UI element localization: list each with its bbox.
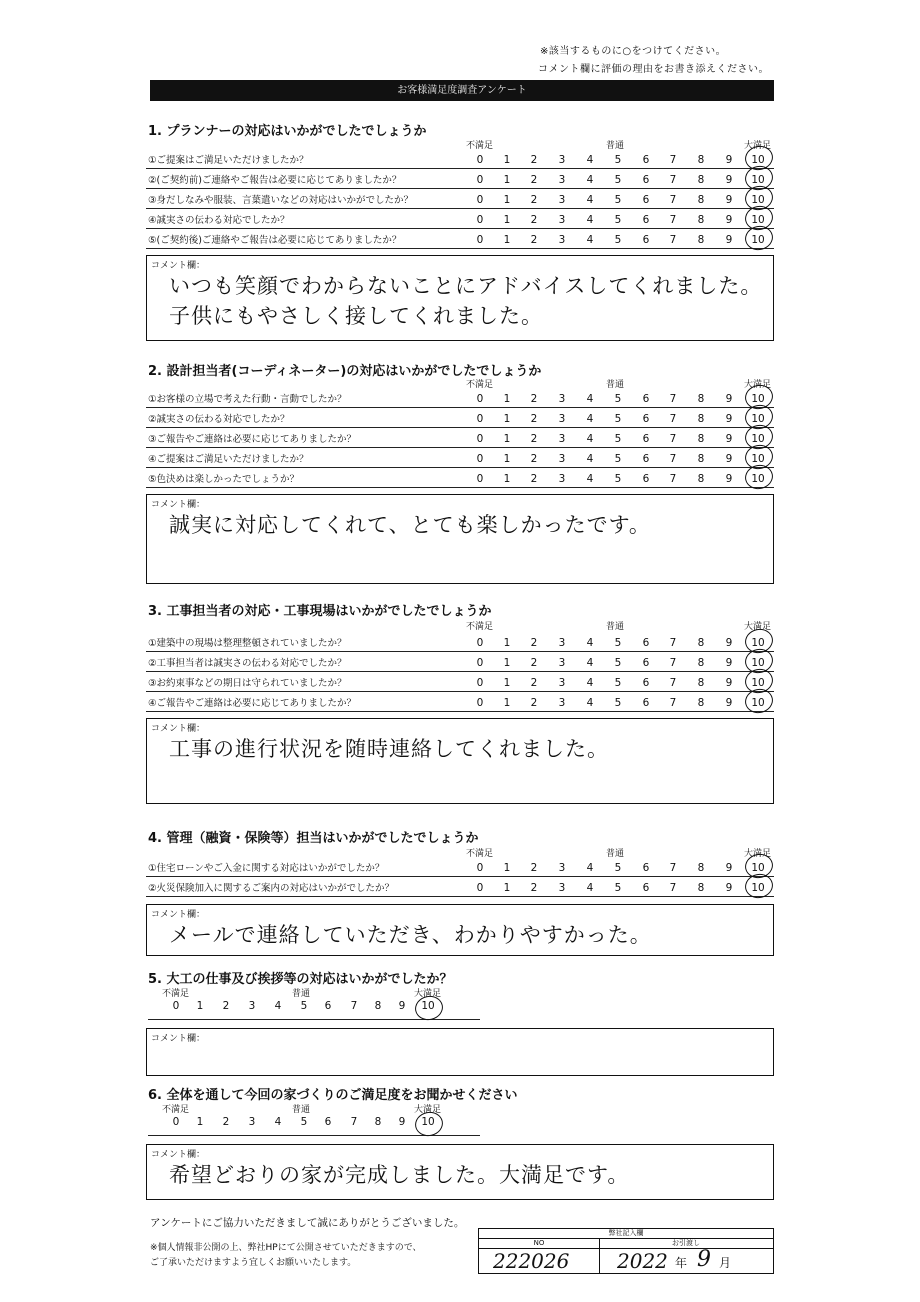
handwritten-comment: いつも笑顔でわからないことにアドバイスしてくれました。 [169, 274, 763, 298]
rating-option[interactable]: 7 [669, 413, 677, 425]
rating-option[interactable]: 7 [669, 882, 677, 894]
rating-option[interactable]: 8 [374, 1000, 382, 1012]
comment-label: コメント欄： [151, 1150, 206, 1160]
rating-option[interactable]: 6 [642, 657, 650, 669]
rating-option[interactable]: 8 [697, 882, 705, 894]
question-row [146, 429, 774, 448]
section-title: 3. 工事担当者の対応・工事現場はいかがでしたでしょうか [148, 604, 492, 619]
rating-option[interactable]: 4 [586, 657, 594, 669]
rating-option[interactable]: 7 [669, 214, 677, 226]
rating-option[interactable]: 3 [558, 677, 566, 689]
rating-option[interactable]: 7 [669, 154, 677, 166]
rating-option[interactable]: 8 [697, 154, 705, 166]
rating-option[interactable]: 0 [172, 1116, 180, 1128]
rating-option[interactable]: 7 [669, 194, 677, 206]
comment-box[interactable] [146, 494, 774, 584]
rating-option[interactable]: 10 [751, 393, 765, 405]
rating-option[interactable]: 9 [725, 234, 733, 246]
rating-option[interactable]: 1 [503, 882, 511, 894]
rating-option[interactable]: 9 [725, 473, 733, 485]
rating-option[interactable]: 4 [586, 214, 594, 226]
rating-option[interactable]: 6 [642, 154, 650, 166]
rating-option[interactable]: 8 [697, 433, 705, 445]
rating-option[interactable]: 10 [751, 637, 765, 649]
rating-option[interactable]: 1 [503, 174, 511, 186]
rating-option[interactable]: 9 [725, 214, 733, 226]
question-row [146, 653, 774, 672]
question-text: ②(ご契約前)ご連絡やご報告は必要に応じてありましたか？ [148, 175, 402, 186]
year-char: 年 [675, 1256, 688, 1270]
question-text: ②誠実さの伝わる対応でしたか？ [148, 414, 290, 425]
question-text: ②工事担当者は誠実さの伝わる対応でしたか？ [148, 658, 347, 669]
question-row [146, 190, 774, 209]
rating-option[interactable]: 2 [530, 657, 538, 669]
rating-option[interactable]: 7 [350, 1116, 358, 1128]
rating-option[interactable]: 9 [725, 862, 733, 874]
rating-option[interactable]: 4 [586, 677, 594, 689]
scale-mid-label: 普通 [606, 380, 625, 390]
rating-option[interactable]: 3 [558, 174, 566, 186]
rating-option[interactable]: 3 [558, 657, 566, 669]
rating-option[interactable]: 3 [558, 433, 566, 445]
rating-option[interactable]: 3 [248, 1000, 256, 1012]
rating-option[interactable]: 10 [751, 473, 765, 485]
scale-low-label: 不満足 [466, 141, 494, 151]
rating-option[interactable]: 1 [503, 473, 511, 485]
rating-option[interactable]: 8 [374, 1116, 382, 1128]
rating-option[interactable]: 2 [530, 154, 538, 166]
rating-option[interactable]: 4 [586, 433, 594, 445]
rating-option[interactable]: 4 [274, 1116, 282, 1128]
rating-option[interactable]: 7 [669, 453, 677, 465]
rating-option[interactable]: 3 [558, 862, 566, 874]
rating-option[interactable]: 8 [697, 697, 705, 709]
rating-option[interactable]: 9 [725, 194, 733, 206]
question-row [146, 449, 774, 468]
rating-option[interactable]: 0 [476, 174, 484, 186]
thanks-text: アンケートにご協力いただきまして誠にありがとうございました。 [150, 1217, 465, 1229]
question-row [146, 673, 774, 692]
rating-option[interactable]: 2 [222, 1116, 230, 1128]
rating-option[interactable]: 5 [300, 1116, 308, 1128]
comment-box[interactable] [146, 1144, 774, 1200]
rating-option[interactable]: 2 [530, 453, 538, 465]
rating-option[interactable]: 4 [586, 174, 594, 186]
rating-option[interactable]: 1 [503, 433, 511, 445]
rating-option[interactable]: 3 [558, 637, 566, 649]
rating-option[interactable]: 10 [751, 697, 765, 709]
rating-option[interactable]: 0 [476, 697, 484, 709]
question-text: ②火災保険加入に関するご案内の対応はいかがでしたか？ [148, 883, 395, 894]
rating-option[interactable]: 6 [642, 433, 650, 445]
rating-option[interactable]: 0 [476, 154, 484, 166]
question-text: ④ご報告やご連絡は必要に応じてありましたか？ [148, 698, 357, 709]
comment-label: コメント欄： [151, 1034, 206, 1044]
rating-option[interactable]: 10 [751, 882, 765, 894]
question-row [146, 210, 774, 229]
rating-option[interactable]: 3 [558, 473, 566, 485]
rating-option[interactable]: 5 [614, 473, 622, 485]
rating-option[interactable]: 10 [751, 234, 765, 246]
rating-option[interactable]: 5 [614, 234, 622, 246]
question-text: ①お客様の立場で考えた行動・言動でしたか？ [148, 394, 347, 405]
rating-option[interactable]: 2 [530, 433, 538, 445]
rating-option[interactable]: 5 [614, 637, 622, 649]
handwritten-comment: 希望どおりの家が完成しました。大満足です。 [169, 1163, 630, 1187]
rating-option[interactable]: 1 [503, 393, 511, 405]
no-label: NO [479, 1238, 600, 1249]
rating-option[interactable]: 5 [614, 214, 622, 226]
survey-title: お客様満足度調査アンケート [150, 80, 774, 101]
rating-option[interactable]: 10 [421, 1000, 435, 1012]
rating-option[interactable]: 5 [614, 393, 622, 405]
question-text: ①住宅ローンやご入金に関する対応はいかがでしたか？ [148, 863, 385, 874]
scale-low-label: 不満足 [466, 849, 494, 859]
rating-option[interactable]: 2 [530, 677, 538, 689]
rating-option[interactable]: 10 [751, 453, 765, 465]
rating-option[interactable]: 2 [530, 174, 538, 186]
rating-option[interactable]: 3 [558, 393, 566, 405]
rating-option[interactable]: 7 [669, 697, 677, 709]
question-row [146, 469, 774, 488]
rating-option[interactable]: 0 [476, 413, 484, 425]
comment-box[interactable] [146, 718, 774, 804]
rating-option[interactable]: 0 [476, 657, 484, 669]
scale-low-label: 不満足 [466, 622, 494, 632]
rating-option[interactable]: 9 [725, 677, 733, 689]
rating-option[interactable]: 8 [697, 677, 705, 689]
rating-option[interactable]: 9 [725, 393, 733, 405]
rating-option[interactable]: 2 [530, 862, 538, 874]
question-text: ③お約束事などの期日は守られていましたか？ [148, 678, 347, 689]
rating-option[interactable]: 5 [614, 433, 622, 445]
scale-high-label: 大満足 [744, 849, 772, 859]
question-row [146, 858, 774, 877]
rating-option[interactable]: 8 [697, 214, 705, 226]
rating-option[interactable]: 5 [614, 194, 622, 206]
rating-option[interactable]: 1 [503, 657, 511, 669]
question-text: ①建築中の現場は整理整頓されていましたか？ [148, 638, 347, 649]
question-row [146, 409, 774, 428]
rating-option[interactable]: 4 [586, 234, 594, 246]
rating-option[interactable]: 5 [614, 882, 622, 894]
rating-option[interactable]: 8 [697, 453, 705, 465]
rating-option[interactable]: 6 [642, 862, 650, 874]
rating-option[interactable]: 2 [530, 882, 538, 894]
rating-option[interactable]: 8 [697, 637, 705, 649]
rating-option[interactable]: 7 [669, 657, 677, 669]
rating-option[interactable]: 0 [172, 1000, 180, 1012]
comment-label: コメント欄： [151, 500, 206, 510]
rating-option[interactable]: 1 [196, 1116, 204, 1128]
rating-option[interactable]: 0 [476, 637, 484, 649]
rating-option[interactable]: 2 [530, 393, 538, 405]
rating-option[interactable]: 6 [642, 697, 650, 709]
rating-option[interactable]: 9 [725, 154, 733, 166]
rating-option[interactable]: 0 [476, 862, 484, 874]
rating-option[interactable]: 4 [586, 194, 594, 206]
rating-option[interactable]: 4 [586, 697, 594, 709]
rating-option[interactable]: 6 [642, 882, 650, 894]
section-title: 6. 全体を通して今回の家づくりのご満足度をお聞かせください [148, 1088, 518, 1103]
section-title: 4. 管理（融資・保険等）担当はいかがでしたでしょうか [148, 831, 479, 846]
rating-option[interactable]: 10 [751, 194, 765, 206]
rating-option[interactable]: 2 [530, 234, 538, 246]
question-row [146, 230, 774, 249]
rating-option[interactable]: 7 [669, 862, 677, 874]
rating-option[interactable]: 9 [725, 697, 733, 709]
rating-option[interactable]: 3 [558, 453, 566, 465]
rating-option[interactable]: 0 [476, 677, 484, 689]
scale-mid-label: 普通 [606, 622, 625, 632]
year-value: 2022 [617, 1249, 668, 1273]
rating-option[interactable]: 9 [725, 174, 733, 186]
rating-option[interactable]: 10 [751, 433, 765, 445]
rating-option[interactable]: 6 [324, 1116, 332, 1128]
month-value: 9 [697, 1247, 711, 1272]
rating-option[interactable]: 8 [697, 862, 705, 874]
rating-option[interactable]: 5 [614, 174, 622, 186]
rating-option[interactable]: 3 [558, 413, 566, 425]
rating-option[interactable]: 7 [669, 174, 677, 186]
rating-option[interactable]: 1 [503, 214, 511, 226]
office-label: 弊社記入欄 [479, 1229, 773, 1239]
scale-high-label: 大満足 [414, 989, 442, 999]
question-text: ③身だしなみや服装、言葉遣いなどの対応はいかがでしたか？ [148, 195, 414, 206]
comment-box[interactable] [146, 904, 774, 956]
rating-option[interactable]: 6 [642, 637, 650, 649]
rating-option[interactable]: 1 [503, 637, 511, 649]
rating-option[interactable]: 3 [558, 882, 566, 894]
scale-high-label: 大満足 [744, 622, 772, 632]
rating-option[interactable]: 6 [642, 174, 650, 186]
rating-option[interactable]: 2 [530, 697, 538, 709]
rating-option[interactable]: 9 [398, 1000, 406, 1012]
rating-option[interactable]: 3 [558, 194, 566, 206]
rating-option[interactable]: 8 [697, 174, 705, 186]
handwritten-comment: 子供にもやさしく接してくれました。 [169, 304, 543, 328]
rating-option[interactable]: 7 [669, 637, 677, 649]
rating-option[interactable]: 4 [586, 473, 594, 485]
rating-option[interactable]: 0 [476, 234, 484, 246]
rating-option[interactable]: 9 [725, 413, 733, 425]
rating-option[interactable]: 10 [751, 154, 765, 166]
rating-option[interactable]: 4 [586, 154, 594, 166]
rating-option[interactable]: 1 [196, 1000, 204, 1012]
rating-option[interactable]: 5 [614, 697, 622, 709]
instruction-note-1: ※該当するものに○をつけてください。 [540, 46, 727, 57]
scale-mid-label: 普通 [292, 1105, 311, 1115]
scale-high-label: 大満足 [744, 141, 772, 151]
rating-option[interactable]: 4 [586, 393, 594, 405]
handwritten-comment: 工事の進行状況を随時連絡してくれました。 [169, 737, 609, 761]
comment-label: コメント欄： [151, 724, 206, 734]
rating-option[interactable]: 1 [503, 697, 511, 709]
scale-low-label: 不満足 [162, 1105, 190, 1115]
rating-option[interactable]: 3 [248, 1116, 256, 1128]
question-row [146, 693, 774, 712]
question-row [146, 150, 774, 169]
comment-label: コメント欄： [151, 261, 206, 271]
rating-option[interactable]: 4 [586, 413, 594, 425]
scale-low-label: 不満足 [162, 989, 190, 999]
rating-option[interactable]: 7 [669, 234, 677, 246]
office-use-box [478, 1228, 774, 1274]
rating-option[interactable]: 3 [558, 214, 566, 226]
rating-option[interactable]: 10 [751, 174, 765, 186]
rating-option[interactable]: 8 [697, 393, 705, 405]
question-text: ⑤色決めは楽しかったでしょうか？ [148, 474, 300, 485]
section-title: 5. 大工の仕事及び挨拶等の対応はいかがでしたか？ [148, 972, 453, 987]
rating-option[interactable]: 8 [697, 234, 705, 246]
rating-option[interactable]: 2 [530, 473, 538, 485]
rating-option[interactable]: 4 [586, 453, 594, 465]
rating-option[interactable]: 4 [586, 862, 594, 874]
rating-option[interactable]: 0 [476, 473, 484, 485]
rating-option[interactable]: 4 [274, 1000, 282, 1012]
question-text: ④誠実さの伝わる対応でしたか？ [148, 215, 290, 226]
rating-option[interactable]: 1 [503, 194, 511, 206]
rating-option[interactable]: 8 [697, 413, 705, 425]
rating-option[interactable]: 10 [751, 657, 765, 669]
instruction-note-2: コメント欄に評価の理由をお書き添えください。 [538, 64, 769, 75]
rating-option[interactable]: 1 [503, 677, 511, 689]
handover-label: お引渡し [599, 1238, 773, 1249]
rating-option[interactable]: 1 [503, 413, 511, 425]
privacy-note-2: ご了承いただけますよう宜しくお願いいたします。 [150, 1258, 357, 1268]
rating-option[interactable]: 9 [725, 453, 733, 465]
rating-option[interactable]: 3 [558, 234, 566, 246]
handwritten-comment: メールで連絡していただき、わかりやすかった。 [169, 923, 652, 947]
rating-option[interactable]: 6 [642, 214, 650, 226]
rating-option[interactable]: 0 [476, 453, 484, 465]
scale-mid-label: 普通 [292, 989, 311, 999]
section-title: 2. 設計担当者(コーディネーター)の対応はいかがでしたでしょうか [148, 364, 542, 379]
scale-mid-label: 普通 [606, 141, 625, 151]
comment-label: コメント欄： [151, 910, 206, 920]
rating-option[interactable]: 8 [697, 473, 705, 485]
section-title: 1. プランナーの対応はいかがでしたでしょうか [148, 124, 427, 139]
rating-option[interactable]: 10 [751, 413, 765, 425]
rating-option[interactable]: 2 [530, 413, 538, 425]
rating-option[interactable]: 3 [558, 154, 566, 166]
comment-box[interactable] [146, 255, 774, 341]
rating-option[interactable]: 5 [614, 413, 622, 425]
rating-option[interactable]: 6 [642, 194, 650, 206]
question-text: ④ご提案はご満足いただけましたか？ [148, 454, 309, 465]
question-row [146, 633, 774, 652]
question-text: ⑤(ご契約後)ご連絡やご報告は必要に応じてありましたか？ [148, 235, 402, 246]
question-row [146, 389, 774, 408]
rating-option[interactable]: 1 [503, 453, 511, 465]
rating-option[interactable]: 10 [751, 214, 765, 226]
no-value: 222026 [493, 1249, 570, 1273]
rating-option[interactable]: 2 [530, 637, 538, 649]
rating-option[interactable]: 0 [476, 433, 484, 445]
rating-option[interactable]: 6 [324, 1000, 332, 1012]
rating-option[interactable]: 4 [586, 882, 594, 894]
rating-option[interactable]: 8 [697, 194, 705, 206]
rating-option[interactable]: 0 [476, 194, 484, 206]
rating-option[interactable]: 6 [642, 413, 650, 425]
rating-option[interactable]: 5 [614, 453, 622, 465]
question-row [146, 170, 774, 189]
rating-option[interactable]: 5 [614, 657, 622, 669]
rating-option[interactable]: 10 [751, 677, 765, 689]
scale-mid-label: 普通 [606, 849, 625, 859]
rating-option[interactable]: 6 [642, 473, 650, 485]
question-text: ①ご提案はご満足いただけましたか？ [148, 155, 309, 166]
rating-option[interactable]: 2 [222, 1000, 230, 1012]
rating-option[interactable]: 9 [725, 637, 733, 649]
privacy-note-1: ※個人情報非公開の上、弊社HPにて公開させていただきますので、 [150, 1243, 422, 1253]
rating-option[interactable]: 9 [725, 433, 733, 445]
handwritten-comment: 誠実に対応してくれて、とても楽しかったです。 [169, 513, 651, 537]
rating-option[interactable]: 7 [669, 433, 677, 445]
rating-option[interactable]: 6 [642, 393, 650, 405]
rating-option[interactable]: 5 [614, 677, 622, 689]
rating-option[interactable]: 0 [476, 393, 484, 405]
scale-high-label: 大満足 [744, 380, 772, 390]
rating-option[interactable]: 6 [642, 677, 650, 689]
rating-option[interactable]: 7 [350, 1000, 358, 1012]
rating-option[interactable]: 9 [725, 657, 733, 669]
rating-option[interactable]: 5 [614, 154, 622, 166]
rating-option[interactable]: 9 [398, 1116, 406, 1128]
rating-option[interactable]: 7 [669, 677, 677, 689]
rating-option[interactable]: 6 [642, 453, 650, 465]
rating-option[interactable]: 8 [697, 657, 705, 669]
rating-option[interactable]: 1 [503, 154, 511, 166]
question-text: ③ご報告やご連絡は必要に応じてありましたか？ [148, 434, 357, 445]
rating-option[interactable]: 5 [300, 1000, 308, 1012]
month-char: 月 [719, 1256, 732, 1270]
rating-option[interactable]: 5 [614, 862, 622, 874]
rating-option[interactable]: 2 [530, 194, 538, 206]
rating-option[interactable]: 2 [530, 214, 538, 226]
rating-option[interactable]: 6 [642, 234, 650, 246]
rating-option[interactable]: 4 [586, 637, 594, 649]
scale-low-label: 不満足 [466, 380, 494, 390]
rating-option[interactable]: 9 [725, 882, 733, 894]
comment-box[interactable] [146, 1028, 774, 1076]
rating-option[interactable]: 7 [669, 393, 677, 405]
scale-high-label: 大満足 [414, 1105, 442, 1115]
rating-option[interactable]: 1 [503, 862, 511, 874]
rating-option[interactable]: 10 [751, 862, 765, 874]
rating-option[interactable]: 7 [669, 473, 677, 485]
rating-option[interactable]: 10 [421, 1116, 435, 1128]
rating-option[interactable]: 0 [476, 214, 484, 226]
rating-option[interactable]: 3 [558, 697, 566, 709]
rating-option[interactable]: 0 [476, 882, 484, 894]
question-row [146, 878, 774, 897]
rating-option[interactable]: 1 [503, 234, 511, 246]
